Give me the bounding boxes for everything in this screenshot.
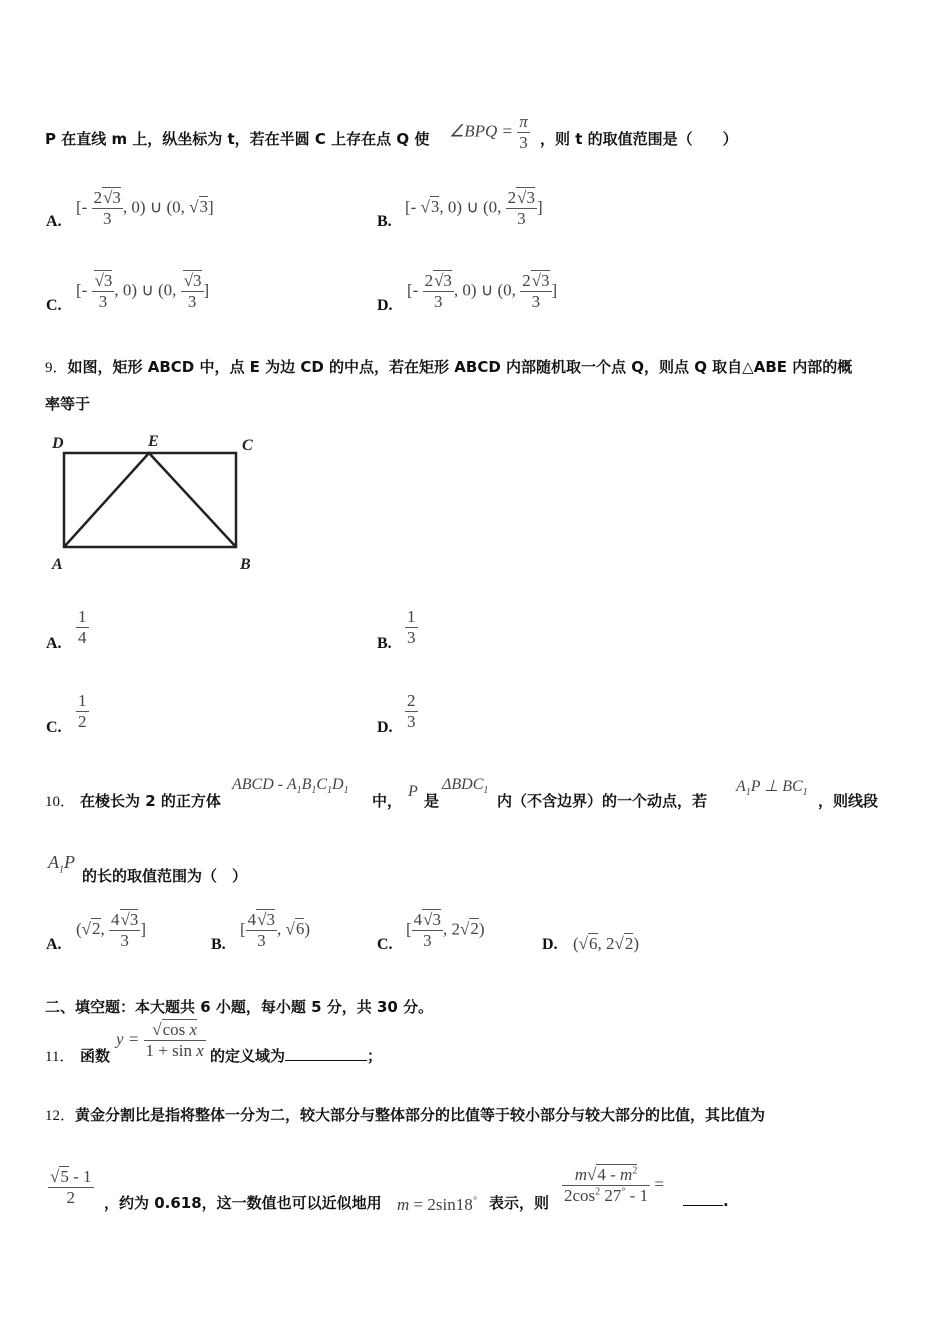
q12-stem-b: 表示，则 — [489, 1194, 550, 1212]
q9-number: 9． — [45, 360, 68, 376]
triangle-abe — [64, 453, 236, 547]
q9-option-a-letter[interactable]: A. — [46, 635, 62, 652]
q9-option-b-frac[interactable]: $\frac{1}{3}$ — [407, 607, 416, 647]
q8-option-d-math[interactable]: [- $\frac{2√3}{3}$ , 0) ∪ (0, $\frac{2√3}{3}$ ] — [407, 271, 558, 311]
q10-segment: $A_1P$ — [48, 852, 75, 876]
label-e: E — [148, 433, 159, 450]
q10-option-c-math[interactable]: [ $\frac{4√3}{3}$ , 2√2) — [406, 910, 485, 950]
q10-stem-a: 在棱长为 2 的正方体 — [80, 792, 221, 810]
q10-option-d-letter[interactable]: D. — [542, 936, 558, 953]
q8-option-a-math[interactable]: [- $\frac{2√3}{3}$ , 0) ∪ (0, √3] — [76, 188, 214, 228]
q10-stem-f: 的长的取值范围为（ ） — [82, 867, 248, 885]
q9-stem-line2: 率等于 — [45, 395, 91, 413]
q9-option-c-letter[interactable]: C. — [46, 719, 62, 736]
q11-stem-b: 的定义域为 ； — [210, 1047, 383, 1065]
q10-stem-e: ，则线段 — [818, 792, 879, 810]
q12-answer: . — [683, 1192, 729, 1210]
q9-option-c-frac[interactable]: $\frac{1}{2}$ — [78, 691, 87, 731]
q11-formula: y = $\frac{\text{√cos x}}{\text{1 + sin x}}$ — [116, 1020, 204, 1060]
q12-stem-a: ，约为 0.618，这一数值也可以近似地用 — [104, 1194, 382, 1212]
q12-approx: m = 2sin18° — [397, 1195, 477, 1214]
q10-triangle: $\Delta BDC_1$ — [442, 776, 489, 797]
q10-point: P — [408, 783, 418, 800]
q8-option-b-letter[interactable]: B. — [377, 213, 392, 230]
q10-stem-c: 是 — [424, 792, 440, 810]
q9-option-b-letter[interactable]: B. — [377, 635, 392, 652]
q8-option-d-letter[interactable]: D. — [377, 297, 393, 314]
label-d: D — [52, 435, 64, 452]
q10-option-b-letter[interactable]: B. — [211, 936, 226, 953]
q8-option-a-letter[interactable]: A. — [46, 213, 62, 230]
q10-option-d-math[interactable]: (√6, 2√2) — [573, 934, 640, 953]
q12-number: 12． — [45, 1108, 76, 1124]
q8-stem-part1: P 在直线 m 上，纵坐标为 t，若在半圆 C 上存在点 Q 使 — [45, 130, 430, 148]
q8-angle-num: π — [519, 112, 528, 131]
q8-angle-expr: ∠BPQ = — [449, 121, 514, 141]
q10-option-c-letter[interactable]: C. — [377, 936, 393, 953]
q10-perp: $A_1P$ ⊥ $BC_1$ — [736, 778, 808, 799]
q9-stem-line1: 9．如图，矩形 ABCD 中，点 E 为边 CD 的中点，若在矩形 ABCD 内部随机取一个点 Q，则点 Q 取自△ABE 内部的概 — [45, 358, 853, 376]
q12-expression: $\frac{m√4 - m^2}{2\cos^2 27^\circ - 1}$ = — [564, 1165, 664, 1205]
q10-option-b-math[interactable]: [ $\frac{4√3}{3}$ , √6) — [240, 910, 311, 950]
q10-stem-d: 内（不含边界）的一个动点，若 — [497, 792, 708, 810]
q12-answer-blank[interactable] — [683, 1205, 723, 1206]
q9-rectangle-figure — [44, 428, 274, 578]
q10-option-a-math[interactable]: (√2, $\frac{4√3}{3}$ ] — [76, 910, 147, 950]
q11-answer-blank[interactable] — [285, 1060, 367, 1061]
q11-number: 11． — [45, 1049, 75, 1065]
label-c: C — [242, 437, 253, 454]
label-b: B — [240, 556, 251, 573]
q10-solid: ABCD - $A_1B_1C_1D_1$ — [232, 776, 349, 797]
q8-angle-den: 3 — [517, 132, 530, 153]
q9-option-a-frac[interactable]: $\frac{1}{4}$ — [78, 607, 87, 647]
rectangle-abcd — [64, 453, 236, 547]
section2-title: 二、填空题：本大题共 6 小题，每小题 5 分，共 30 分。 — [45, 998, 434, 1016]
q12-stem-line1: 12．黄金分割比是指将整体一分为二，较大部分与整体部分的比值等于较小部分与较大部分的比值，其比值为 — [45, 1106, 766, 1124]
q9-option-d-frac[interactable]: $\frac{2}{3}$ — [407, 691, 416, 731]
label-a: A — [52, 556, 63, 573]
q8-angle-condition — [449, 112, 530, 153]
q11-stem-a: 函数 — [80, 1047, 111, 1065]
q8-option-b-math[interactable]: [- √3, 0) ∪ (0, $\frac{2√3}{3}$ ] — [405, 188, 543, 228]
q8-option-c-math[interactable]: [- $\frac{√3}{3}$ , 0) ∪ (0, $\frac{√3}{3}$ ] — [76, 271, 210, 311]
q10-number: 10． — [45, 794, 76, 810]
q8-stem-part2: ，则 t 的取值范围是（ ） — [540, 130, 738, 148]
q12-ratio: $\frac{√5 - 1}{2}$ — [50, 1167, 92, 1207]
q9-option-d-letter[interactable]: D. — [377, 719, 393, 736]
q10-option-a-letter[interactable]: A. — [46, 936, 62, 953]
q8-option-c-letter[interactable]: C. — [46, 297, 62, 314]
q10-stem-b: 中， — [372, 792, 403, 810]
